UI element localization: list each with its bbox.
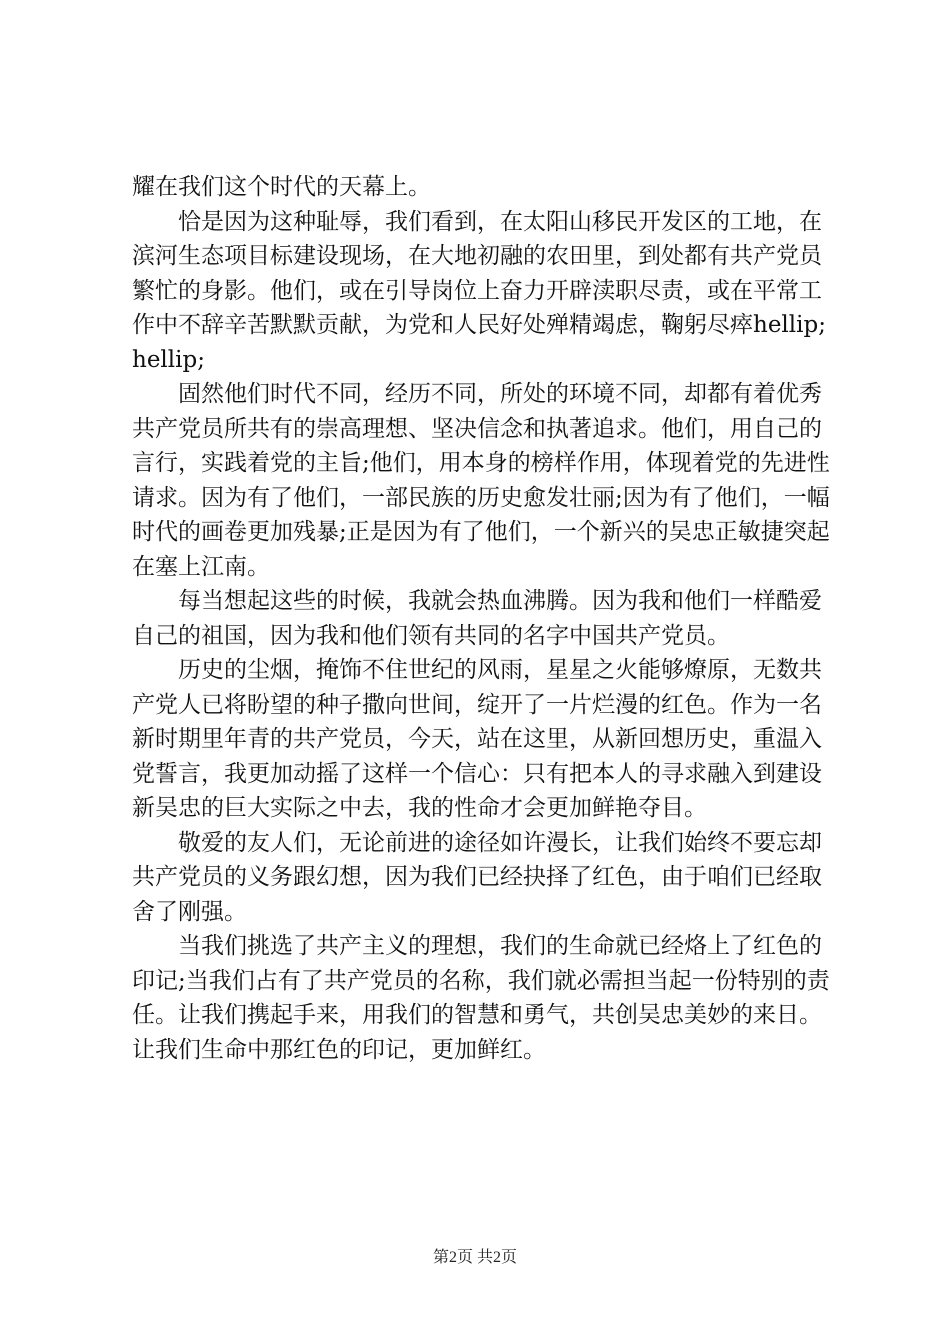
paragraph: 恰是因为这种耻辱，我们看到，在太阳山移民开发区的工地，在滨河生态项目标建设现场，在大地初融的农田里，到处都有共产党员繁忙的身影。他们，或在引导岗位上奋力开辟渎职尽责，或在平常工作中不辞辛苦默默贡献，为党和人民好处殚精竭虑，鞠躬尽瘁hellip;hellip; xyxy=(132,208,826,373)
document-body xyxy=(132,170,832,1067)
paragraph: 固然他们时代不同，经历不同，所处的环境不同，却都有着优秀共产党员所共有的崇高理想、坚决信念和执著追求。他们，用自己的言行，实践着党的主旨;他们，用本身的榜样作用，体现着党的先进性请求。因为有了他们，一部民族的历史愈发壮丽;因为有了他们，一幅时代的画卷更加残暴;正是因为有了他们，一个新兴的吴忠正敏捷突起在塞上江南。 xyxy=(132,381,830,580)
paragraph: 每当想起这些的时候，我就会热血沸腾。因为我和他们一样酷爱自己的祖国，因为我和他们领有共同的名字中国共产党员。 xyxy=(132,588,822,649)
page-number-label: 第2页 共2页 xyxy=(432,1249,517,1266)
page-footer xyxy=(0,1244,950,1267)
paragraph: 敬爱的友人们，无论前进的途径如许漫长，让我们始终不要忘却共产党员的义务跟幻想，因为我们已经抉择了红色，由于咱们已经取舍了刚强。 xyxy=(132,829,822,925)
paragraph: 历史的尘烟，掩饰不住世纪的风雨，星星之火能够燎原，无数共产党人已将盼望的种子撒向世间，绽开了一片烂漫的红色。作为一名新时期里年青的共产党员，今天，站在这里，从新回想历史，重温入党誓言，我更加动摇了这样一个信心：只有把本人的寻求融入到建设新吴忠的巨大实际之中去，我的性命才会更加鲜艳夺目。 xyxy=(132,657,822,821)
paragraph-continued: 耀在我们这个时代的天幕上。 xyxy=(132,174,431,200)
paragraph: 当我们挑选了共产主义的理想，我们的生命就已经烙上了红色的印记;当我们占有了共产党员的名称，我们就必需担当起一份特别的责任。让我们携起手来，用我们的智慧和勇气，共创吴忠美妙的来日。让我们生命中那红色的印记，更加鲜红。 xyxy=(132,933,830,1063)
